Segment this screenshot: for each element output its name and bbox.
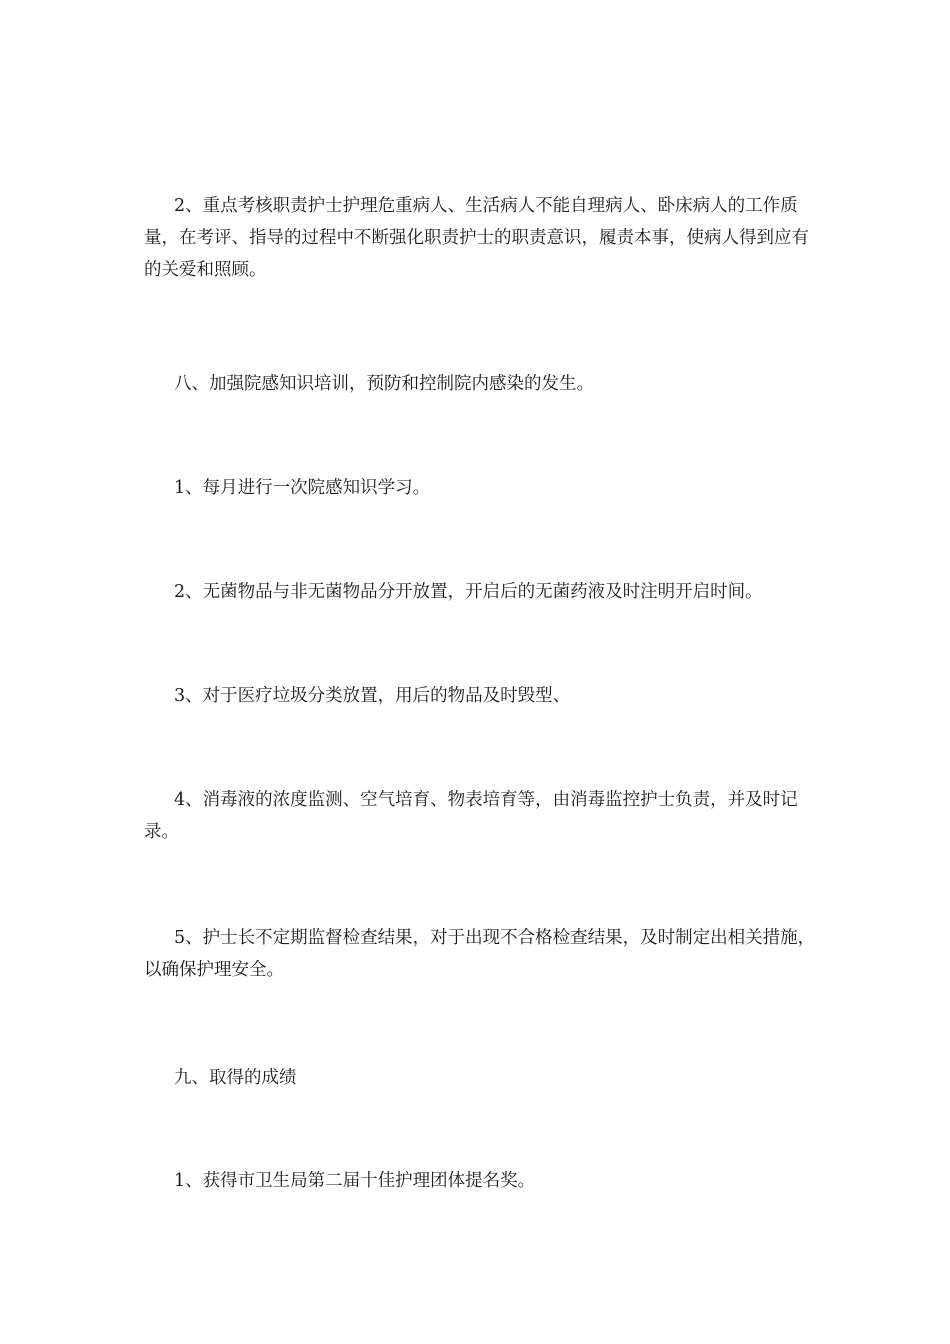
paragraph-nursing-quality-assessment: 2、重点考核职责护士护理危重病人、生活病人不能自理病人、卧床病人的工作质量，在考评、指导的过程中不断强化职责护士的职责意识，履责本事，使病人得到应有的关爱和照顾。 [144, 196, 809, 280]
paragraph-sterile-items: 2、无菌物品与非无菌物品分开放置，开启后的无菌药液及时注明开启时间。 [174, 582, 763, 602]
heading-achievements: 九、取得的成绩 [174, 1068, 297, 1088]
paragraph-head-nurse-inspection: 5、护士长不定期监督检查结果，对于出现不合格检查结果，及时制定出相关措施，以确保护理安全。 [144, 928, 816, 980]
paragraph-medical-waste: 3、对于医疗垃圾分类放置，用后的物品及时毁型、 [174, 686, 571, 706]
heading-infection-training: 八、加强院感知识培训，预防和控制院内感染的发生。 [174, 374, 594, 394]
paragraph-disinfectant-monitoring: 4、消毒液的浓度监测、空气培育、物表培育等，由消毒监控护士负责，并及时记录。 [144, 790, 798, 842]
paragraph-award: 1、获得市卫生局第二届十佳护理团体提名奖。 [174, 1171, 536, 1191]
paragraph-monthly-study: 1、每月进行一次院感知识学习。 [174, 478, 431, 498]
